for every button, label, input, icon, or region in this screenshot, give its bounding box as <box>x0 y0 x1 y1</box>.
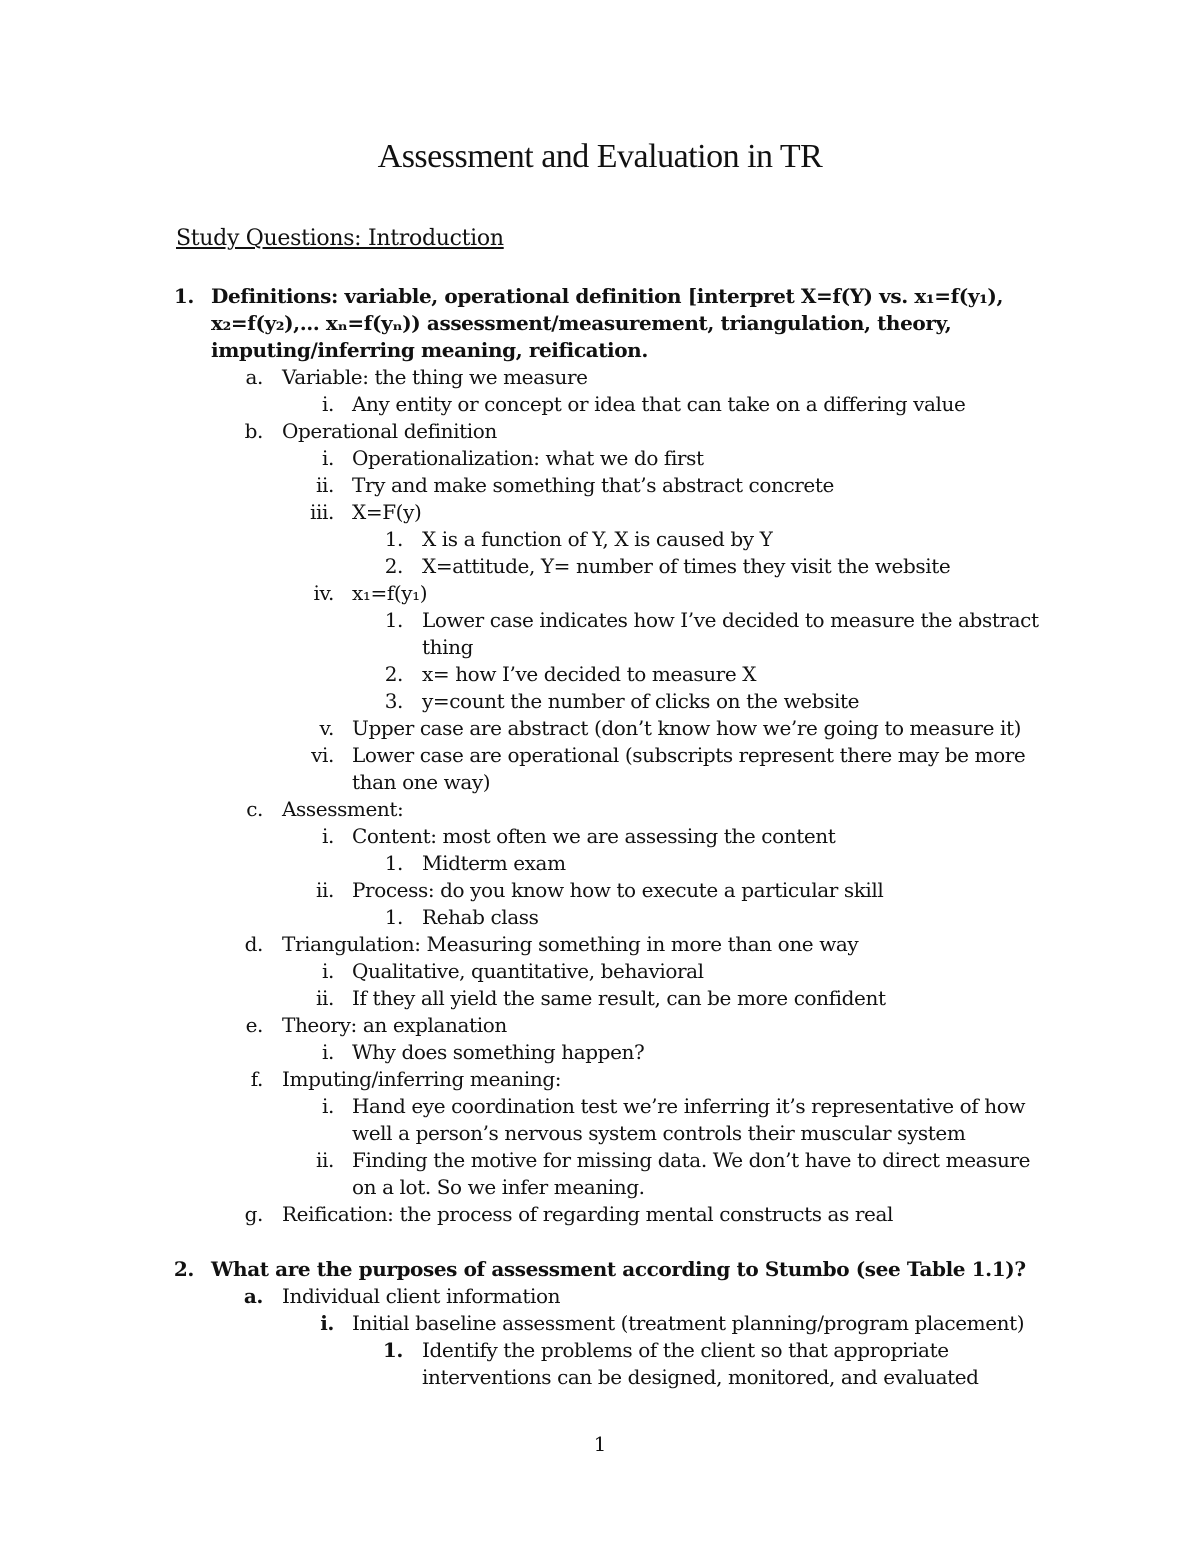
page-number: 1 <box>593 1432 607 1456</box>
list-item: Try and make something that’s abstract concrete <box>352 473 834 497</box>
question-text-line: Definitions: variable, operational definition [interpret X=f(Y) vs. x₁=f(y₁), <box>211 284 1004 308</box>
list-item: Finding the motive for missing data. We don’t have to direct measure <box>352 1148 1031 1172</box>
question-number: 1. <box>173 284 194 308</box>
list-marker: c. <box>246 797 263 821</box>
page-title: Assessment and Evaluation in TR <box>377 138 823 175</box>
list-marker: i. <box>322 824 334 848</box>
list-item: X=attitude, Y= number of times they visit the website <box>422 554 951 578</box>
list-marker: i. <box>322 392 334 416</box>
list-item: If they all yield the same result, can be more confident <box>352 986 886 1010</box>
list-marker: 3. <box>384 689 403 713</box>
list-item: Operational definition <box>282 419 497 443</box>
list-marker: 1. <box>382 1338 403 1362</box>
question-number: 2. <box>173 1257 194 1281</box>
list-marker: 2. <box>384 554 403 578</box>
list-marker: vi. <box>311 743 334 767</box>
list-marker: i. <box>322 1040 334 1064</box>
list-marker: ii. <box>316 986 334 1010</box>
list-item: Content: most often we are assessing the content <box>352 824 836 848</box>
list-item: Qualitative, quantitative, behavioral <box>352 959 704 983</box>
question-text-line: What are the purposes of assessment according to Stumbo (see Table 1.1)? <box>211 1257 1026 1281</box>
list-marker: 1. <box>384 608 403 632</box>
list-item-continuation: thing <box>422 635 473 659</box>
list-marker: v. <box>319 716 334 740</box>
list-item: Identify the problems of the client so that appropriate <box>422 1338 949 1362</box>
list-item: Any entity or concept or idea that can take on a differing value <box>352 392 966 416</box>
list-item-continuation: than one way) <box>352 770 491 794</box>
list-item: Lower case indicates how I’ve decided to measure the abstract <box>422 608 1039 632</box>
list-item: Upper case are abstract (don’t know how we’re going to measure it) <box>352 716 1022 740</box>
list-item: Hand eye coordination test we’re inferring it’s representative of how <box>352 1094 1026 1118</box>
list-item: x₁=f(y₁) <box>352 581 428 605</box>
list-marker: i. <box>320 1311 334 1335</box>
list-item-continuation: on a lot. So we infer meaning. <box>352 1175 645 1199</box>
list-item: X=F(y) <box>352 500 422 524</box>
list-marker: d. <box>244 932 263 956</box>
list-marker: e. <box>245 1013 263 1037</box>
list-item: Lower case are operational (subscripts represent there may be more <box>352 743 1026 767</box>
list-item: Triangulation: Measuring something in more than one way <box>282 932 859 956</box>
list-item: Rehab class <box>422 905 539 929</box>
list-marker: g. <box>244 1202 263 1226</box>
list-item: Operationalization: what we do first <box>352 446 704 470</box>
list-item: X is a function of Y, X is caused by Y <box>422 527 773 551</box>
list-marker: i. <box>322 959 334 983</box>
list-item: Variable: the thing we measure <box>282 365 588 389</box>
question-text-line: imputing/inferring meaning, reification. <box>211 338 648 362</box>
list-marker: a. <box>243 1284 263 1308</box>
list-marker: f. <box>250 1067 263 1091</box>
list-marker: a. <box>245 365 263 389</box>
list-item: Reification: the process of regarding mental constructs as real <box>282 1202 894 1226</box>
list-item: Midterm exam <box>422 851 566 875</box>
list-item-continuation: well a person’s nervous system controls their muscular system <box>352 1121 966 1145</box>
list-item: Why does something happen? <box>352 1040 645 1064</box>
list-marker: iv. <box>313 581 334 605</box>
question-text-line: x₂=f(y₂),… xₙ=f(yₙ)) assessment/measurement, triangulation, theory, <box>211 311 952 335</box>
list-marker: ii. <box>316 1148 334 1172</box>
list-item: Individual client information <box>282 1284 561 1308</box>
list-item: Assessment: <box>282 797 404 821</box>
list-marker: 1. <box>384 527 403 551</box>
list-item: y=count the number of clicks on the website <box>422 689 860 713</box>
list-item: Theory: an explanation <box>282 1013 507 1037</box>
list-marker: 2. <box>384 662 403 686</box>
list-item-continuation: interventions can be designed, monitored, and evaluated <box>422 1365 979 1389</box>
list-marker: 1. <box>384 851 403 875</box>
list-marker: b. <box>244 419 263 443</box>
list-item: Process: do you know how to execute a particular skill <box>352 878 884 902</box>
list-item: x= how I’ve decided to measure X <box>422 662 757 686</box>
list-marker: iii. <box>310 500 334 524</box>
list-item: Imputing/inferring meaning: <box>282 1067 562 1091</box>
list-item: Initial baseline assessment (treatment planning/program placement) <box>352 1311 1025 1335</box>
list-marker: i. <box>322 1094 334 1118</box>
list-marker: ii. <box>316 473 334 497</box>
list-marker: ii. <box>316 878 334 902</box>
list-marker: 1. <box>384 905 403 929</box>
list-marker: i. <box>322 446 334 470</box>
section-heading: Study Questions: Introduction <box>176 226 504 251</box>
